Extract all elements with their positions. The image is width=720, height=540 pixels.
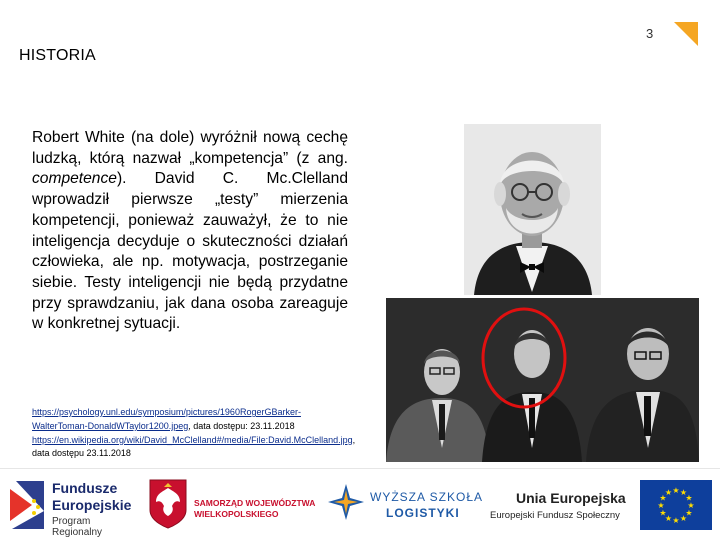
- samorzad-line1: SAMORZĄD WOJEWÓDZTWA: [194, 498, 316, 508]
- body-paragraph: [32, 128, 348, 335]
- paragraph-part-1: Robert White (na dole) wyróżnił nową cechę ludzką, którą nazwał „kompetencja” (z ang.: [32, 129, 348, 167]
- portrait-photo: [464, 124, 601, 295]
- ue-line1: Unia Europejska: [516, 490, 626, 506]
- footer-divider: [0, 468, 720, 469]
- fe-line3: Program Regionalny: [52, 516, 103, 538]
- eu-star-icon: ★: [672, 516, 680, 525]
- ue-line2: Europejski Fundusz Społeczny: [490, 510, 620, 521]
- eu-star-icon: ★: [672, 486, 680, 495]
- logo-wyzsza-szkola-logistyki: [326, 480, 486, 526]
- logo-unia-europejska: [490, 486, 640, 526]
- wsl-line2: LOGISTYKI: [386, 506, 460, 520]
- fundusze-mark-icon: [10, 481, 46, 529]
- eu-star-icon: ★: [687, 501, 695, 510]
- paragraph-part-2: ). David C. Mc.Clelland wprowadził pierwsze „testy” mierzenia kompetencji, ponieważ zauważył, że to nie inteligencja decyduje o skuteczności działań człowieka, ale np. motywacja, postrzeganie siebie. Testy inteligencji nie będą przydatne przy sprawdzaniu, jak dana osoba zareaguje w konkretnej sytuacji.: [32, 170, 348, 333]
- slide-title: HISTORIA: [19, 47, 96, 64]
- eu-star-icon: ★: [685, 493, 693, 503]
- eu-star-icon: ★: [664, 514, 673, 523]
- source-note-1: , data dostępu: 23.11.2018: [188, 420, 295, 431]
- eu-star-icon: ★: [679, 514, 688, 523]
- source-item: [32, 434, 356, 462]
- source-list: [32, 406, 356, 461]
- samorzad-line2: WIELKOPOLSKIEGO: [194, 509, 279, 519]
- wsl-star-icon: [326, 482, 366, 522]
- source-link-1[interactable]: https://psychology.unl.edu/symposium/pictures/1960RogerGBarker-WalterToman-DonaldWTaylor1200.jpeg: [32, 407, 301, 431]
- eu-star-icon: ★: [657, 501, 665, 510]
- eu-star-icon: ★: [679, 488, 688, 497]
- eu-star-icon: ★: [664, 488, 673, 497]
- wsl-line1: WYŻSZA SZKOŁA: [370, 490, 484, 504]
- eagle-coat-of-arms-icon: [148, 478, 188, 530]
- eu-star-icon: ★: [685, 508, 693, 518]
- fe-line1: Fundusze: [52, 480, 118, 496]
- source-link-2[interactable]: https://en.wikipedia.org/wiki/David_McClelland#/media/File:David.McClelland.jpg: [32, 434, 353, 445]
- paragraph-emphasis: competence: [32, 170, 117, 188]
- group-photo: [386, 298, 699, 462]
- source-item: [32, 406, 350, 434]
- logo-fundusze-europejskie: [10, 476, 140, 538]
- page-number: 3: [646, 26, 654, 41]
- corner-triangle-icon: [674, 22, 698, 46]
- eu-star-icon: ★: [659, 508, 667, 518]
- logo-samorzad: [148, 478, 318, 532]
- eu-flag-icon: [640, 480, 712, 530]
- fe-line2: Europejskie: [52, 497, 132, 513]
- source-note-2: , data dostępu 23.11.2018: [32, 434, 356, 459]
- eu-star-icon: ★: [659, 493, 667, 503]
